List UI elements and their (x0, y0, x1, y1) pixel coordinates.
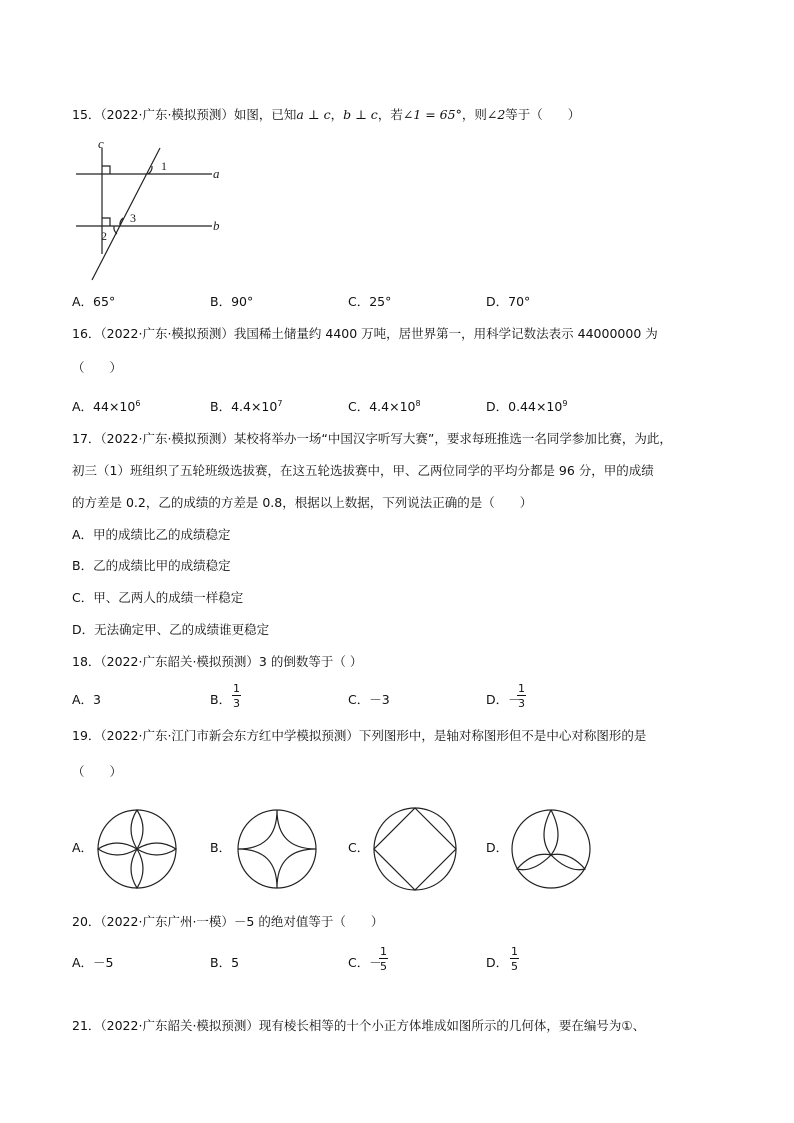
angle2-arc (114, 226, 117, 234)
label-c: c (98, 136, 104, 151)
q16-stem-line2: （ ） (72, 360, 123, 375)
q20-option-b: B．5 (210, 955, 240, 970)
q19-label-b: B． (210, 840, 232, 855)
q17-option-b: B．乙的成绩比甲的成绩稳定 (72, 558, 231, 573)
q20-option-a: A．－5 (72, 955, 114, 970)
q15-option-a: A．65° (72, 294, 116, 309)
q19-label-a: A． (72, 840, 94, 855)
q20-option-d-fraction: 1 5 (511, 945, 518, 973)
q15-option-d: D．70° (486, 294, 531, 309)
q16-option-a: A．$44\times 10^6$ (72, 399, 141, 414)
q21-stem-line1: 21．（2022·广东韶关·模拟预测）现有棱长相等的十个小正方体堆成如图所示的几何体，要在编号为①、 (72, 1018, 646, 1033)
q17-option-c: C．甲、乙两人的成绩一样稳定 (72, 590, 244, 605)
q20-stem: 20．（2022·广东广州·一模）－5 的绝对值等于（ ） (72, 914, 384, 929)
q16-option-c: C．$4.4\times 10^8$ (348, 399, 421, 414)
q17-option-d: D．无法确定甲、乙的成绩谁更稳定 (72, 622, 270, 637)
q18-option-b-fraction: 1 3 (233, 682, 240, 710)
q16-option-d: D．$0.44\times 10^9$ (486, 399, 568, 414)
q17-stem-line1: 17．（2022·广东·模拟预测）某校将举办一场“中国汉字听写大赛”，要求每班推选一名同学参加比赛，为此， (72, 431, 672, 446)
q17-stem-line3: 的方差是 0.2，乙的成绩的方差是 0.8，根据以上数据，下列说法正确的是（ ） (72, 495, 533, 510)
right-angle-mark-b (102, 218, 110, 226)
label-a: a (213, 166, 220, 181)
q19-figure-b (236, 808, 318, 890)
q15-option-b: B．90° (210, 294, 254, 309)
label-1: 1 (161, 159, 167, 173)
q20-option-c: C．－ (348, 955, 382, 970)
label-2: 2 (101, 229, 107, 243)
q19-stem-line1: 19．（2022·广东·江门市新会东方红中学模拟预测）下列图形中，是轴对称图形但不是中心对称图形的是 (72, 728, 647, 743)
q17-option-a: A．甲的成绩比乙的成绩稳定 (72, 527, 231, 542)
q18-option-c: C．－3 (348, 692, 390, 707)
q15-stem: 15．（2022·广东·模拟预测）如图，已知a ⊥ c，b ⊥ c，若∠1 = 65°，则∠2等于（ ） (72, 107, 581, 122)
q19-label-d: D． (486, 840, 509, 855)
q18-option-d: D．－ (486, 692, 521, 707)
q15-option-c: C．25° (348, 294, 392, 309)
q16-stem-line1: 16．（2022·广东·模拟预测）我国稀土储量约 4400 万吨，居世界第一，用科学记数法表示 44000000 为 (72, 326, 658, 341)
q20-option-d: D． (486, 955, 509, 970)
q16-option-b: B．$4.4\times 10^7$ (210, 399, 283, 414)
right-angle-mark-a (102, 166, 110, 174)
q19-label-c: C． (348, 840, 370, 855)
q18-option-d-fraction: 1 3 (518, 682, 525, 710)
q20-option-c-fraction: 1 5 (380, 945, 387, 973)
label-b: b (213, 218, 220, 233)
q19-figure-d (510, 808, 592, 890)
q18-option-b: B． (210, 692, 232, 707)
q19-stem-line2: （ ） (72, 764, 123, 779)
q18-option-a: A．3 (72, 692, 102, 707)
q17-stem-line2: 初三（1）班组织了五轮班级选拔赛，在这五轮选拔赛中，甲、乙两位同学的平均分都是 96 分，甲的成绩 (72, 463, 654, 478)
label-3: 3 (130, 211, 136, 225)
q19-figure-c (372, 806, 458, 892)
q15-figure (72, 138, 232, 286)
q19-figure-a (96, 808, 178, 890)
q18-stem: 18．（2022·广东韶关·模拟预测）3 的倒数等于（ ） (72, 654, 363, 669)
